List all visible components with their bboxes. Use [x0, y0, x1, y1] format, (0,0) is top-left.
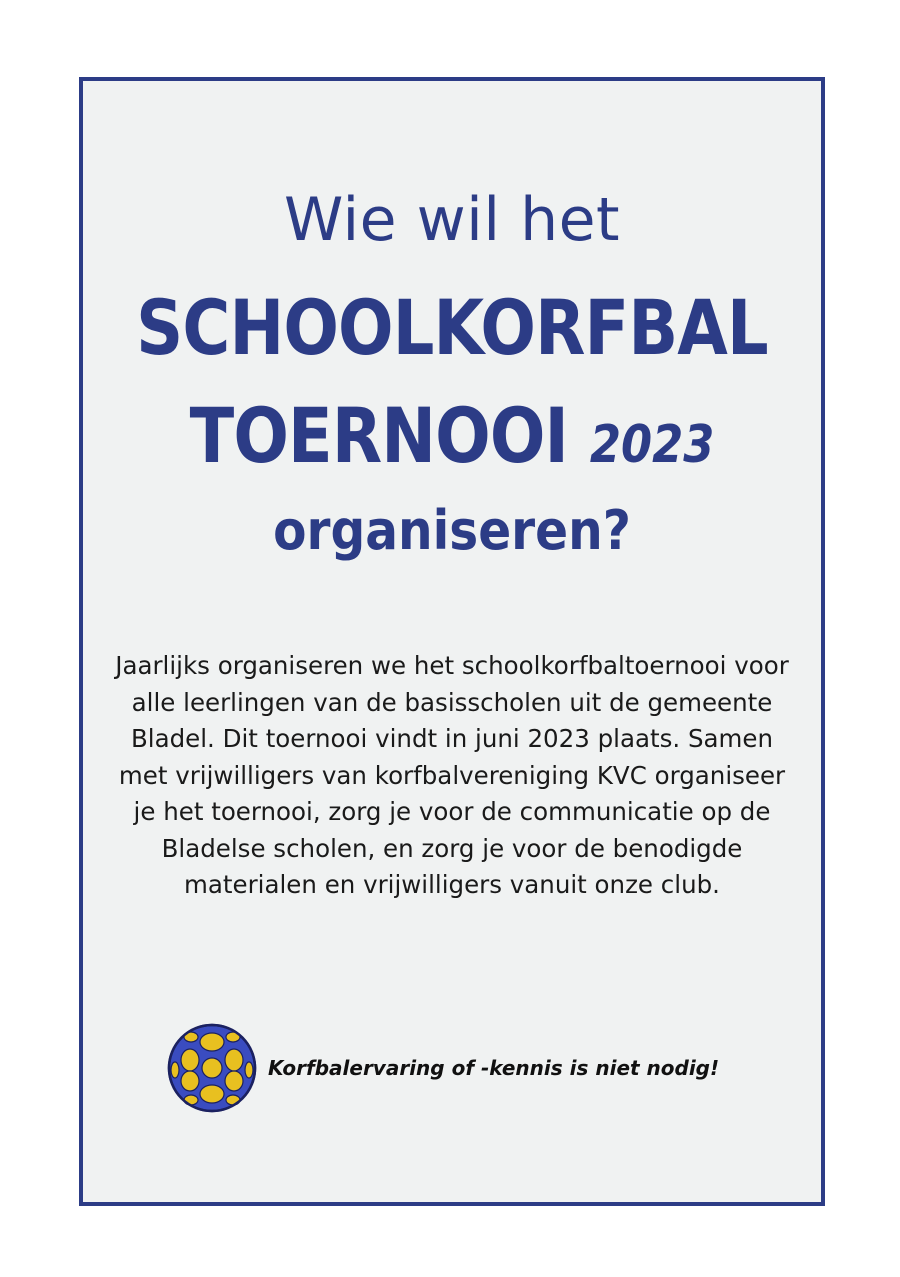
- headline-tournament: TOERNOOI: [189, 391, 569, 480]
- korfball-icon: [167, 1023, 257, 1113]
- note-text: Korfbalervaring of -kennis is niet nodig!: [268, 1056, 720, 1080]
- poster-frame: [79, 77, 825, 1206]
- headline-line-2: [135, 391, 770, 480]
- note-row: [167, 1023, 719, 1113]
- headline-year: 2023: [589, 415, 715, 475]
- headline-intro: Wie wil het: [283, 185, 621, 255]
- headline-line-3: organiseren?: [273, 499, 631, 562]
- headline-line-1: SCHOOLKORFBAL: [136, 283, 768, 372]
- intro-paragraph: Jaarlijks organiseren we het schoolkorfbaltoernooi voor alle leerlingen van de basisscholen uit de gemeente Bladel. Dit toernooi vindt in juni 2023 plaats. Samen met vrijwilligers van korfbalvereniging KVC organiseer je het toernooi, zorg je voor de communicatie op de Bladelse scholen, en zorg je voor de benodigde materialen en vrijwilligers vanuit onze club.: [115, 651, 789, 899]
